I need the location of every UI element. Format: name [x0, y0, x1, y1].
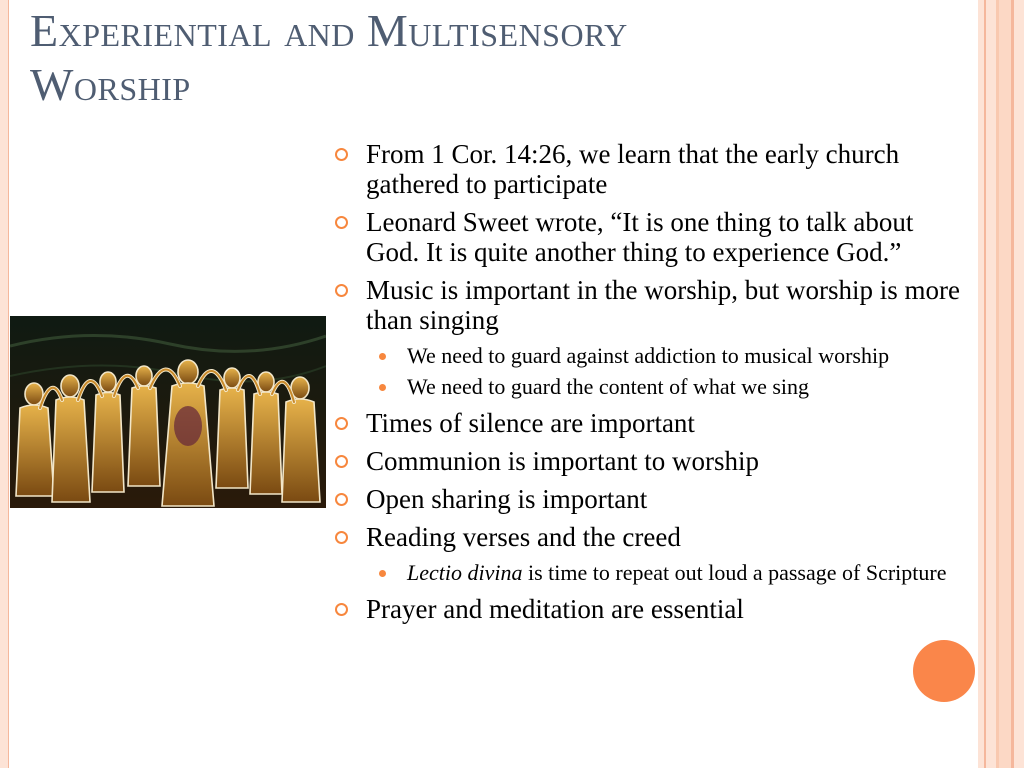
left-border-line	[8, 0, 9, 768]
sub-bullet-text: We need to guard against addiction to musical worship	[407, 343, 890, 368]
bullet-text: Prayer and meditation are essential	[366, 594, 744, 624]
dance-circle-image	[10, 316, 326, 508]
circle-bullet-icon	[335, 603, 348, 616]
slide-title	[30, 4, 930, 112]
dance-circle-illustration	[10, 316, 326, 508]
bullet-text: From 1 Cor. 14:26, we learn that the early church gathered to participate	[366, 139, 900, 199]
bullet-item	[332, 594, 962, 624]
circle-bullet-icon	[335, 148, 348, 161]
circle-bullet-icon	[335, 455, 348, 468]
bullet-text: Leonard Sweet wrote, “It is one thing to talk about God. It is quite another thing to experience God.”	[366, 207, 914, 267]
slide-title-line1: Experiential and Multisensory	[30, 5, 628, 56]
right-stripe-border	[978, 0, 1024, 768]
lectio-divina-italic: Lectio divina	[407, 560, 523, 585]
circle-bullet-icon	[335, 284, 348, 297]
bullet-item	[332, 446, 962, 476]
sub-bullet-text: is time to repeat out loud a passage of Scripture	[522, 560, 947, 585]
bullet-text: Music is important in the worship, but worship is more than singing	[366, 275, 960, 335]
bullet-text: Reading verses and the creed	[366, 522, 681, 552]
bullet-item	[332, 522, 962, 552]
dot-bullet-icon	[379, 353, 386, 360]
bullet-item	[332, 408, 962, 438]
bullet-text: Communion is important to worship	[366, 446, 760, 476]
circle-bullet-icon	[335, 493, 348, 506]
bullet-text: Open sharing is important	[366, 484, 648, 514]
sub-bullet-item	[332, 343, 962, 369]
sub-bullet-item	[332, 374, 962, 400]
bullet-item	[332, 139, 962, 199]
sub-bullet-text: We need to guard the content of what we sing	[407, 374, 810, 399]
circle-bullet-icon	[335, 531, 348, 544]
bullet-list	[332, 139, 962, 632]
bullet-item	[332, 484, 962, 514]
left-border	[0, 0, 8, 768]
circle-bullet-icon	[335, 216, 348, 229]
slide-title-line2: Worship	[30, 59, 191, 110]
orange-circle-decoration	[913, 640, 975, 702]
dot-bullet-icon	[379, 384, 386, 391]
bullet-item	[332, 275, 962, 335]
bullet-item	[332, 207, 962, 267]
sub-bullet-item	[332, 560, 962, 586]
circle-bullet-icon	[335, 417, 348, 430]
dot-bullet-icon	[379, 570, 386, 577]
bullet-text: Times of silence are important	[366, 408, 695, 438]
